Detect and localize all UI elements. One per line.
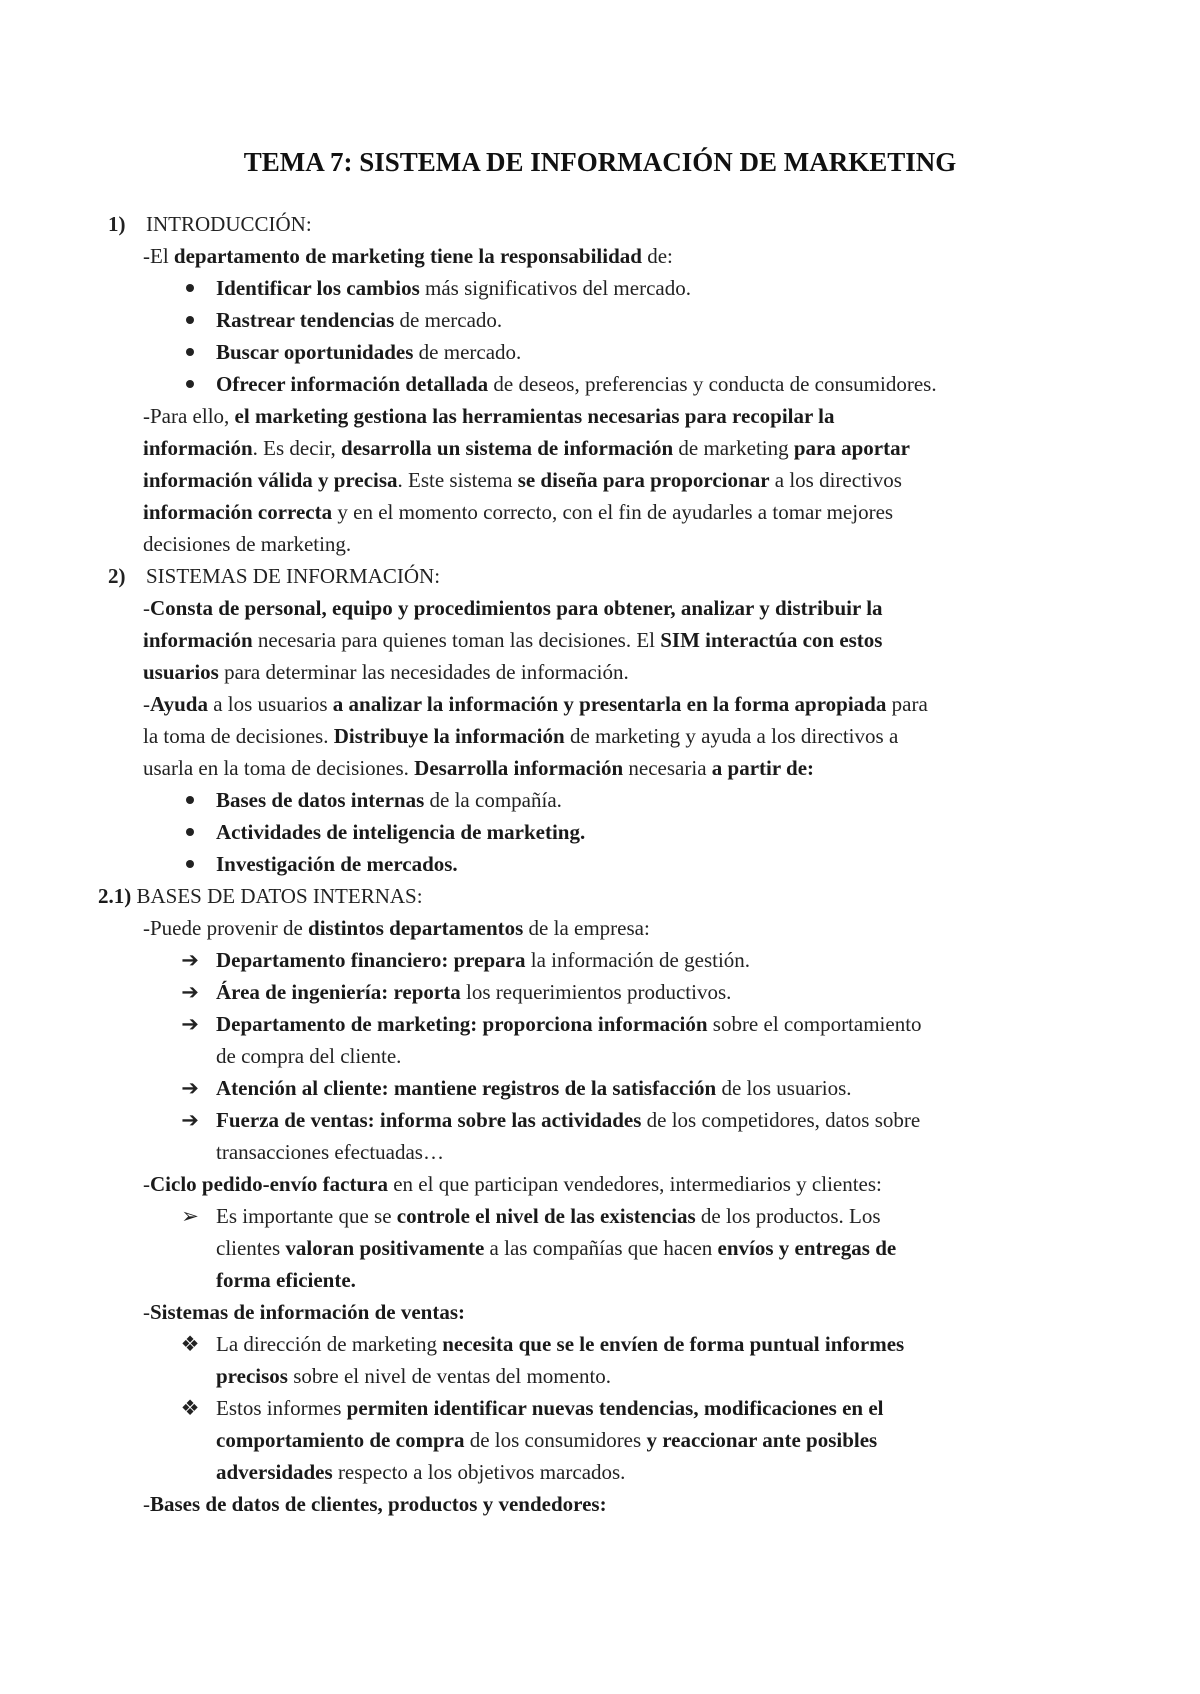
bold-text: para aportar <box>793 436 910 460</box>
text-segment: - <box>143 1300 150 1324</box>
arrow-bullet-icon: ➔ <box>181 980 199 1004</box>
bold-text: Bases de datos de clientes, productos y vendedores: <box>150 1492 607 1516</box>
text-segment: la información de gestión. <box>525 948 751 972</box>
text-line <box>216 848 458 880</box>
text-segment: de los usuarios. <box>716 1076 852 1100</box>
text-line <box>108 208 312 240</box>
text-segment: los requerimientos productivos. <box>460 980 732 1004</box>
text-segment: en el que participan vendedores, intermediarios y clientes: <box>387 1172 882 1196</box>
text-segment: . Es decir, <box>252 436 342 460</box>
text-line <box>143 688 928 720</box>
text-segment: a las compañías que hacen <box>484 1236 718 1260</box>
text-segment: usarla en la toma de decisiones. <box>143 756 415 780</box>
text-line <box>216 1008 922 1040</box>
text-segment: -Para ello, <box>143 404 235 428</box>
bold-text: permiten identificar nuevas tendencias, modificaciones en el <box>346 1396 884 1420</box>
text-segment: -El <box>143 244 174 268</box>
text-segment: de: <box>641 244 673 268</box>
text-line <box>143 464 902 496</box>
text-line <box>216 816 585 848</box>
bold-text: departamento de marketing tiene la responsabilidad <box>173 244 642 268</box>
text-segment: - <box>143 596 150 620</box>
text-segment: de los consumidores <box>464 1428 647 1452</box>
bold-text: Identificar los cambios <box>216 276 420 300</box>
bold-text: adversidades <box>216 1460 333 1484</box>
bold-text: valoran positivamente <box>285 1236 485 1260</box>
text-line <box>216 784 562 816</box>
bold-text: Rastrear tendencias <box>216 308 395 332</box>
bold-text: Bases de datos internas <box>216 788 425 812</box>
bold-text: Departamento financiero: prepara <box>216 948 526 972</box>
bullet-dot-icon <box>180 848 200 880</box>
text-line <box>143 752 814 784</box>
bullet-dot-icon <box>180 272 200 304</box>
text-line <box>143 432 910 464</box>
text-segment: Es importante que se <box>216 1204 397 1228</box>
text-segment: Estos informes <box>216 1396 347 1420</box>
bold-text: Desarrolla información <box>414 756 624 780</box>
text-line <box>216 1328 904 1360</box>
bold-text: controle el nivel de las existencias <box>396 1204 696 1228</box>
bold-text: Área de ingeniería: reporta <box>216 980 461 1004</box>
bold-text: necesita que se le envíen de forma puntual informes <box>442 1332 905 1356</box>
text-segment: INTRODUCCIÓN: <box>146 212 312 236</box>
text-segment: . Este sistema <box>397 468 518 492</box>
text-line <box>216 1264 356 1296</box>
text-segment: respecto a los objetivos marcados. <box>332 1460 626 1484</box>
bold-text: Consta de personal, equipo y procedimientos para obtener, analizar y distribuir la <box>150 596 883 620</box>
text-segment: decisiones de marketing. <box>143 532 352 556</box>
text-segment: a los directivos <box>769 468 902 492</box>
text-segment: la toma de decisiones. <box>143 724 334 748</box>
arrow-bullet-icon: ➔ <box>181 948 199 972</box>
bold-text: comportamiento de compra <box>216 1428 465 1452</box>
text-segment: BASES DE DATOS INTERNAS: <box>131 884 423 908</box>
page-title: TEMA 7: SISTEMA DE INFORMACIÓN DE MARKETING <box>243 147 957 177</box>
text-line <box>108 560 440 592</box>
bold-text: Departamento de marketing: proporciona información <box>216 1012 708 1036</box>
text-line <box>216 1200 881 1232</box>
bold-text: información <box>143 436 253 460</box>
arrow-bullet-icon: ➔ <box>181 1076 199 1100</box>
bold-text: a analizar la información y presentarla en la forma apropiada <box>332 692 887 716</box>
section-number: 1) <box>108 212 126 236</box>
text-line <box>143 720 898 752</box>
text-segment: sobre el nivel de ventas del momento. <box>287 1364 612 1388</box>
text-segment: de la empresa: <box>523 916 650 940</box>
arrow-bullet-icon: ➔ <box>181 1108 199 1132</box>
bullet-dot-icon <box>180 784 200 816</box>
section-number: 2) <box>108 564 126 588</box>
text-segment: sobre el comportamiento <box>707 1012 922 1036</box>
text-line <box>216 272 691 304</box>
text-line <box>143 240 673 272</box>
arrow-bullet-icon: ➔ <box>181 1012 199 1036</box>
text-line <box>216 1360 611 1392</box>
text-segment: de compra del cliente. <box>216 1044 402 1068</box>
bold-text: SIM interactúa con estos <box>660 628 883 652</box>
text-line <box>143 624 882 656</box>
text-segment: más significativos del mercado. <box>419 276 691 300</box>
bold-text: Distribuye la información <box>333 724 565 748</box>
text-segment: de los competidores, datos sobre <box>641 1108 921 1132</box>
diamond-bullet-icon: ❖ <box>180 1396 200 1420</box>
text-segment: de marketing <box>673 436 794 460</box>
text-line <box>143 912 650 944</box>
bold-text: Investigación de mercados. <box>216 852 458 876</box>
diamond-bullet-icon: ❖ <box>180 1332 200 1356</box>
text-segment: de marketing y ayuda a los directivos a <box>564 724 899 748</box>
bold-text: información válida y precisa <box>143 468 398 492</box>
text-line <box>143 1488 607 1520</box>
text-segment: -Puede provenir de <box>143 916 309 940</box>
text-line <box>216 1392 883 1424</box>
bold-text: Sistemas de información de ventas: <box>150 1300 465 1324</box>
text-segment: - <box>143 1492 150 1516</box>
bold-text: a partir de: <box>711 756 815 780</box>
text-line <box>216 1104 920 1136</box>
text-line <box>98 880 423 912</box>
text-line <box>216 1072 852 1104</box>
text-line <box>216 1136 444 1168</box>
text-line <box>216 1232 896 1264</box>
text-segment: necesaria para quienes toman las decisiones. El <box>252 628 661 652</box>
text-segment: de mercado. <box>413 340 522 364</box>
text-segment: y en el momento correcto, con el fin de ayudarles a tomar mejores <box>332 500 894 524</box>
text-segment: transacciones efectuadas… <box>216 1140 444 1164</box>
arrowhead-bullet-icon: ➢ <box>181 1204 199 1228</box>
text-line <box>216 336 521 368</box>
text-segment: de la compañía. <box>424 788 562 812</box>
bold-text: precisos <box>216 1364 288 1388</box>
text-segment: - <box>143 692 150 716</box>
bold-text: Actividades de inteligencia de marketing. <box>216 820 586 844</box>
text-line <box>216 1456 625 1488</box>
bold-text: 2.1) <box>98 884 132 908</box>
bold-text: el marketing gestiona las herramientas necesarias para recopilar la <box>234 404 835 428</box>
text-line <box>143 528 351 560</box>
text-segment: SISTEMAS DE INFORMACIÓN: <box>146 564 441 588</box>
bold-text: Ayuda <box>150 692 208 716</box>
bold-text: Buscar oportunidades <box>216 340 414 364</box>
text-segment: de los productos. Los <box>695 1204 881 1228</box>
bullet-dot-icon <box>180 304 200 336</box>
text-segment: clientes <box>216 1236 286 1260</box>
bold-text: distintos departamentos <box>308 916 524 940</box>
text-line <box>143 400 835 432</box>
bullet-dot-icon <box>180 336 200 368</box>
bold-text: usuarios <box>143 660 219 684</box>
text-line <box>216 976 731 1008</box>
text-segment: a los usuarios <box>207 692 333 716</box>
bold-text: Ofrecer información detallada <box>216 372 489 396</box>
bold-text: desarrolla un sistema de información <box>341 436 674 460</box>
bullet-dot-icon <box>180 368 200 400</box>
text-line <box>143 656 629 688</box>
bold-text: Ciclo pedido-envío factura <box>150 1172 388 1196</box>
text-segment: La dirección de marketing <box>216 1332 443 1356</box>
text-line <box>216 304 502 336</box>
text-line <box>216 1040 401 1072</box>
bullet-dot-icon <box>180 816 200 848</box>
text-segment: para <box>886 692 928 716</box>
text-segment: - <box>143 1172 150 1196</box>
bold-text: Fuerza de ventas: informa sobre las actividades <box>216 1108 642 1132</box>
text-segment: de mercado. <box>394 308 503 332</box>
text-line <box>216 368 937 400</box>
bold-text: envíos y entregas de <box>717 1236 897 1260</box>
text-line <box>143 1168 882 1200</box>
text-segment: para determinar las necesidades de información. <box>218 660 629 684</box>
bold-text: forma eficiente. <box>216 1268 356 1292</box>
bold-text: se diseña para proporcionar <box>517 468 770 492</box>
text-line <box>143 496 893 528</box>
bold-text: y reaccionar ante posibles <box>646 1428 878 1452</box>
bold-text: información <box>143 628 253 652</box>
text-line <box>143 1296 465 1328</box>
text-line <box>216 1424 877 1456</box>
text-segment: de deseos, preferencias y conducta de consumidores. <box>488 372 937 396</box>
text-line <box>216 944 750 976</box>
bold-text: información correcta <box>143 500 333 524</box>
bold-text: Atención al cliente: mantiene registros de la satisfacción <box>216 1076 717 1100</box>
text-line <box>143 592 883 624</box>
text-segment: necesaria <box>623 756 712 780</box>
